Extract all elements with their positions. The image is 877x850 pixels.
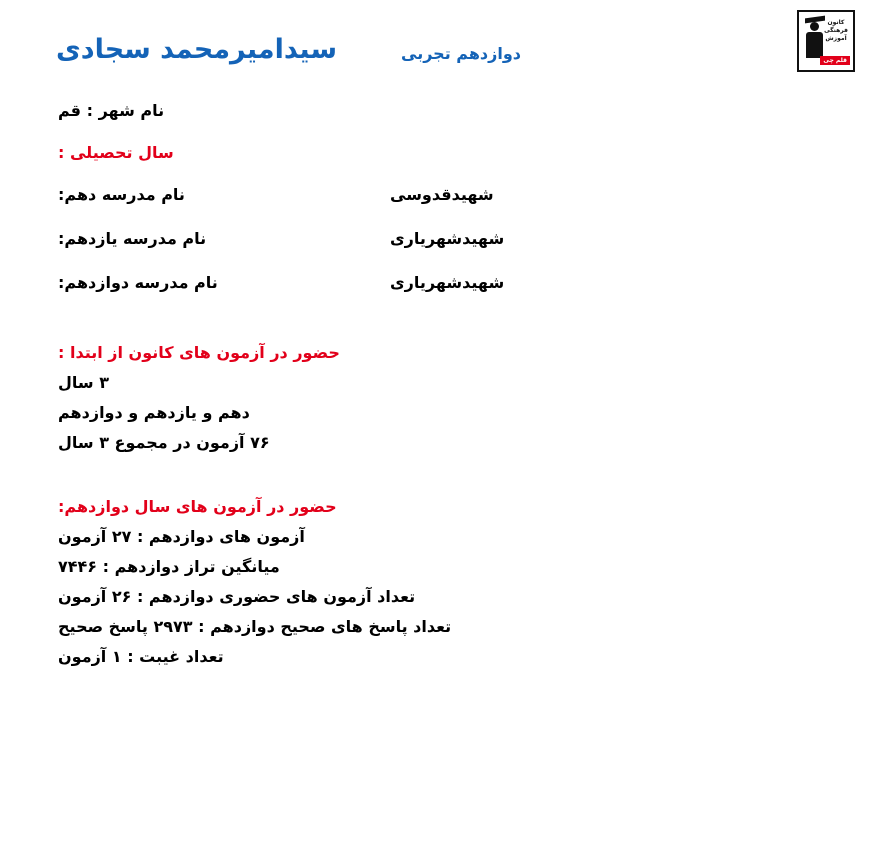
history-title: حضور در آزمون های کانون از ابتدا :	[58, 343, 340, 362]
school-row-10	[10, 180, 877, 224]
current-year-line-2: میانگین تراز دوازدهم : ۷۴۴۶	[58, 557, 280, 576]
current-year-line-1: آزمون های دوازدهم : ۲۷ آزمون	[58, 527, 305, 546]
history-line-2: دهم و یازدهم و دوازدهم	[58, 403, 250, 422]
school-value-12: شهیدشهریاری	[390, 273, 505, 292]
student-name: سیدامیرمحمد سجادی	[56, 34, 337, 65]
current-year-line-3: تعداد آزمون های حضوری دوازدهم : ۲۶ آزمون	[58, 587, 416, 606]
logo-text: کانون فرهنگی آموزش	[824, 19, 848, 42]
page-header	[0, 24, 877, 74]
spacer	[10, 458, 877, 492]
student-grade: دوازدهم تجربی	[401, 44, 521, 63]
logo-badge: قلم چی	[820, 56, 850, 65]
current-year-line-4: تعداد پاسخ های صحیح دوازدهم : ۲۹۷۳ پاسخ صحیح	[58, 617, 452, 636]
school-label-10: نام مدرسه دهم:	[58, 185, 185, 204]
spacer	[10, 312, 877, 338]
city-line: نام شهر : قم	[58, 101, 165, 120]
school-value-11: شهیدشهریاری	[390, 229, 505, 248]
history-line-3: ۷۶ آزمون در مجموع ۳ سال	[58, 433, 270, 452]
spacer	[10, 126, 877, 138]
school-label-11: نام مدرسه یازدهم:	[58, 229, 207, 248]
academic-year-label: سال تحصیلی :	[58, 143, 174, 162]
school-label-12: نام مدرسه دوازدهم:	[58, 273, 218, 292]
current-year-title: حضور در آزمون های سال دوازدهم:	[58, 497, 337, 516]
spacer	[10, 168, 877, 180]
content-body	[0, 96, 877, 672]
current-year-line-5: تعداد غیبت : ۱ آزمون	[58, 647, 224, 666]
school-row-11	[10, 224, 877, 268]
school-row-12	[10, 268, 877, 312]
school-value-10: شهیدقدوسی	[390, 185, 494, 204]
history-line-1: ۳ سال	[58, 373, 109, 392]
